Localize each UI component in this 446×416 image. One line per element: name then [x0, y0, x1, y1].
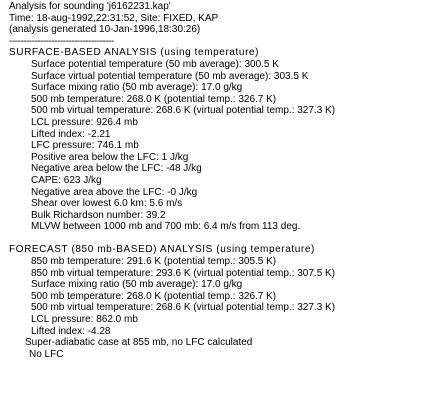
surface-line: Negative area below the LFC: -48 J/kg: [31, 163, 202, 175]
generated-line: (analysis generated 10-Jan-1996,18:30:26): [9, 24, 201, 36]
forecast-line: 500 mb temperature: 268.0 K (potential temp.: 326.7 K): [31, 290, 277, 302]
surface-line: MLVW between 1000 mb and 700 mb: 6.4 m/s from 113 deg.: [31, 221, 301, 233]
forecast-line: 850 mb temperature: 291.6 K (potential temp.: 305.5 K): [31, 256, 277, 268]
no-lfc-note: No LFC: [29, 348, 64, 360]
forecast-line: Surface mixing ratio (50 mb average): 17.0 g/kg: [31, 279, 243, 291]
surface-line: CAPE: 623 J/kg: [31, 174, 102, 186]
adiabatic-note: Super-adiabatic case at 855 mb, no LFC calculated: [25, 337, 253, 349]
time-site-line: Time: 18-aug-1992,22:31:52, Site: FIXED, KAP: [9, 12, 219, 24]
surface-line: 500 mb virtual temperature: 268.6 K (virtual potential temp.: 327.3 K): [31, 105, 336, 117]
surface-line: 500 mb temperature: 268.0 K (potential temp.: 326.7 K): [31, 93, 277, 105]
surface-section-heading: SURFACE-BASED ANALYSIS (using temperature): [9, 47, 260, 59]
forecast-line: 500 mb virtual temperature: 268.6 K (virtual potential temp.: 327.3 K): [31, 302, 336, 314]
surface-line: Bulk Richardson number: 39.2: [31, 209, 166, 221]
document-title: Analysis for sounding 'j6162231.kap': [9, 1, 171, 12]
surface-line: Negative area above the LFC: -0 J/kg: [31, 186, 198, 198]
surface-line: Positive area below the LFC: 1 J/kg: [31, 151, 189, 163]
forecast-section-heading: FORECAST (850 mb-BASED) ANALYSIS (using temperature): [9, 244, 315, 256]
forecast-line: 850 mb virtual temperature: 293.6 K (virtual potential temp.: 307.5 K): [31, 267, 336, 279]
surface-line: LFC pressure: 746.1 mb: [31, 140, 139, 152]
separator-rule: -------------------------------------: [9, 35, 114, 47]
sounding-analysis-document: [9, 1, 439, 360]
surface-line: Surface mixing ratio (50 mb average): 17.0 g/kg: [31, 82, 243, 94]
surface-line: LCL pressure: 926.4 mb: [31, 116, 138, 128]
surface-line: Lifted index: -2.21: [31, 128, 111, 140]
surface-line: Surface virtual potential temperature (50 mb average): 303.5 K: [31, 70, 309, 82]
forecast-line: Lifted index: -4.28: [31, 325, 111, 337]
section-spacer: [9, 233, 439, 245]
forecast-line: LCL pressure: 862.0 mb: [31, 314, 138, 326]
surface-line: Surface potential temperature (50 mb average): 300.5 K: [31, 58, 279, 70]
surface-line: Shear over lowest 6.0 km: 5.6 m/s: [31, 198, 183, 210]
